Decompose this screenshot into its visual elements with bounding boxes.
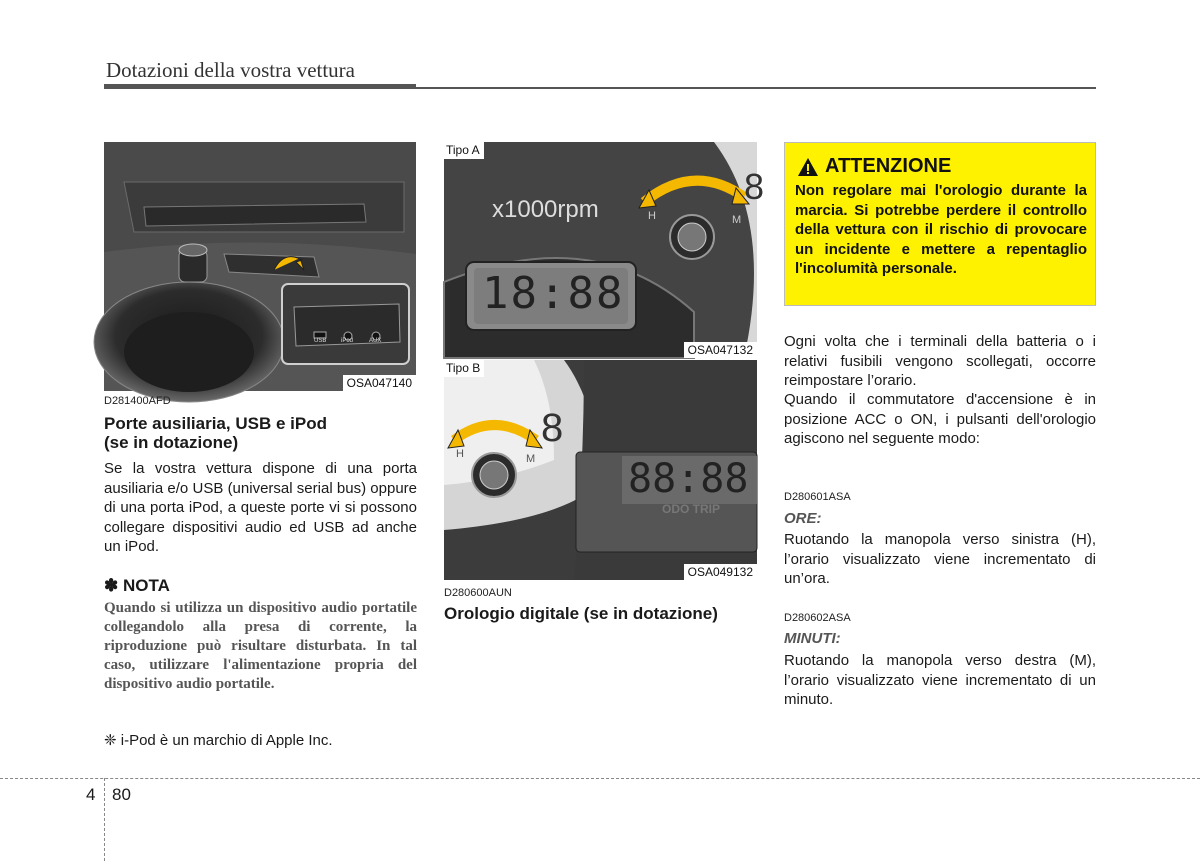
clock-section-code: D280600AUN bbox=[444, 587, 512, 599]
ignition-paragraph: Quando il commutatore d'accensione è in posizione ACC o ON, i pulsanti dell'orologio agiscono nel seguente modo: bbox=[784, 391, 1096, 448]
warning-text: Non regolare mai l'orologio durante la marcia. Si potrebbe perdere il controllo della vettura con il rischio di provocare un incidente e mettere a repentaglio l'incolumità personale. bbox=[795, 182, 1087, 278]
battery-paragraph: Ogni volta che i terminali della batteria o i relativi fusibili vengono scollegati, occorre reimpostare l’orario. bbox=[784, 333, 1096, 390]
clock-display-b: 88:88 bbox=[628, 456, 749, 502]
minuti-code: D280602ASA bbox=[784, 612, 851, 624]
h-label-b: H bbox=[456, 448, 464, 460]
image-code: OSA047140 bbox=[343, 375, 416, 391]
rpm-label: x1000rpm bbox=[492, 196, 599, 223]
m-label-b: M bbox=[526, 453, 536, 465]
tipo-a-illustration bbox=[444, 142, 757, 358]
clock-tipo-b-photo bbox=[444, 360, 757, 580]
section-heading-line1: Porte ausiliaria, USB e iPod bbox=[104, 414, 327, 433]
page-header-title: Dotazioni della vostra vettura bbox=[106, 58, 355, 82]
tipo-a-label: Tipo A bbox=[444, 142, 484, 159]
nota-body: Quando si utilizza un dispositivo audio portatile collegandolo alla presa di corrente, la riproduzione può risultare disturbata. In tal caso, utilizzare l'alimentazione propria del dispositivo audio portatile. bbox=[104, 600, 417, 692]
aux-port-description: Se la vostra vettura dispone di una porta ausiliaria e/o USB (universal serial bus) oppure di una porta iPod, a queste porte vi si possono collegare dispositivi audio ed USB ad anche un iPod. bbox=[104, 460, 417, 556]
minuti-text: Ruotando la manopola verso destra (M), l’orario visualizzato viene incrementato di un minuto. bbox=[784, 652, 1096, 709]
gauge-digit-b: 8 bbox=[541, 406, 564, 450]
ore-text: Ruotando la manopola verso sinistra (H), l’orario visualizzato viene incrementato di un’ora. bbox=[784, 531, 1096, 588]
page-number: 80 bbox=[112, 785, 131, 804]
footer-vertical-divider bbox=[104, 778, 105, 861]
console-illustration bbox=[104, 142, 416, 391]
m-label-a: M bbox=[732, 214, 742, 226]
nota-title: ✽ NOTA bbox=[104, 576, 170, 595]
gauge-digit-a: 8 bbox=[744, 166, 765, 207]
port-label-usb: USB bbox=[314, 338, 327, 344]
section-heading-line2: (se in dotazione) bbox=[104, 433, 239, 452]
aux-port-photo bbox=[104, 142, 416, 391]
minuti-title: MINUTI: bbox=[784, 630, 841, 647]
clock-section-heading: Orologio digitale (se in dotazione) bbox=[444, 604, 718, 623]
image-code-a: OSA047132 bbox=[684, 342, 757, 358]
clock-tipo-a-photo bbox=[444, 142, 765, 358]
footer-divider bbox=[0, 778, 1200, 779]
ore-code: D280601ASA bbox=[784, 491, 851, 503]
header-rule-thin bbox=[416, 87, 1096, 89]
clock-display-a: 18:88 bbox=[482, 268, 625, 319]
h-label-a: H bbox=[648, 210, 656, 222]
page-section-number: 4 bbox=[86, 785, 96, 804]
odo-trip-label: ODO TRIP bbox=[662, 502, 721, 516]
header-rule-thick bbox=[104, 84, 416, 89]
tipo-b-label: Tipo B bbox=[444, 360, 484, 377]
warning-triangle-icon bbox=[797, 157, 819, 177]
port-label-ipod: iPod bbox=[341, 338, 354, 344]
section-code: D281400AFD bbox=[104, 395, 171, 407]
warning-title: ATTENZIONE bbox=[825, 155, 952, 177]
ore-title: ORE: bbox=[784, 510, 822, 527]
image-code-b: OSA049132 bbox=[684, 564, 757, 580]
trademark-footnote: ❈ i-Pod è un marchio di Apple Inc. bbox=[104, 732, 333, 749]
port-label-aux: AUX bbox=[369, 338, 382, 344]
warning-box bbox=[784, 142, 1096, 306]
